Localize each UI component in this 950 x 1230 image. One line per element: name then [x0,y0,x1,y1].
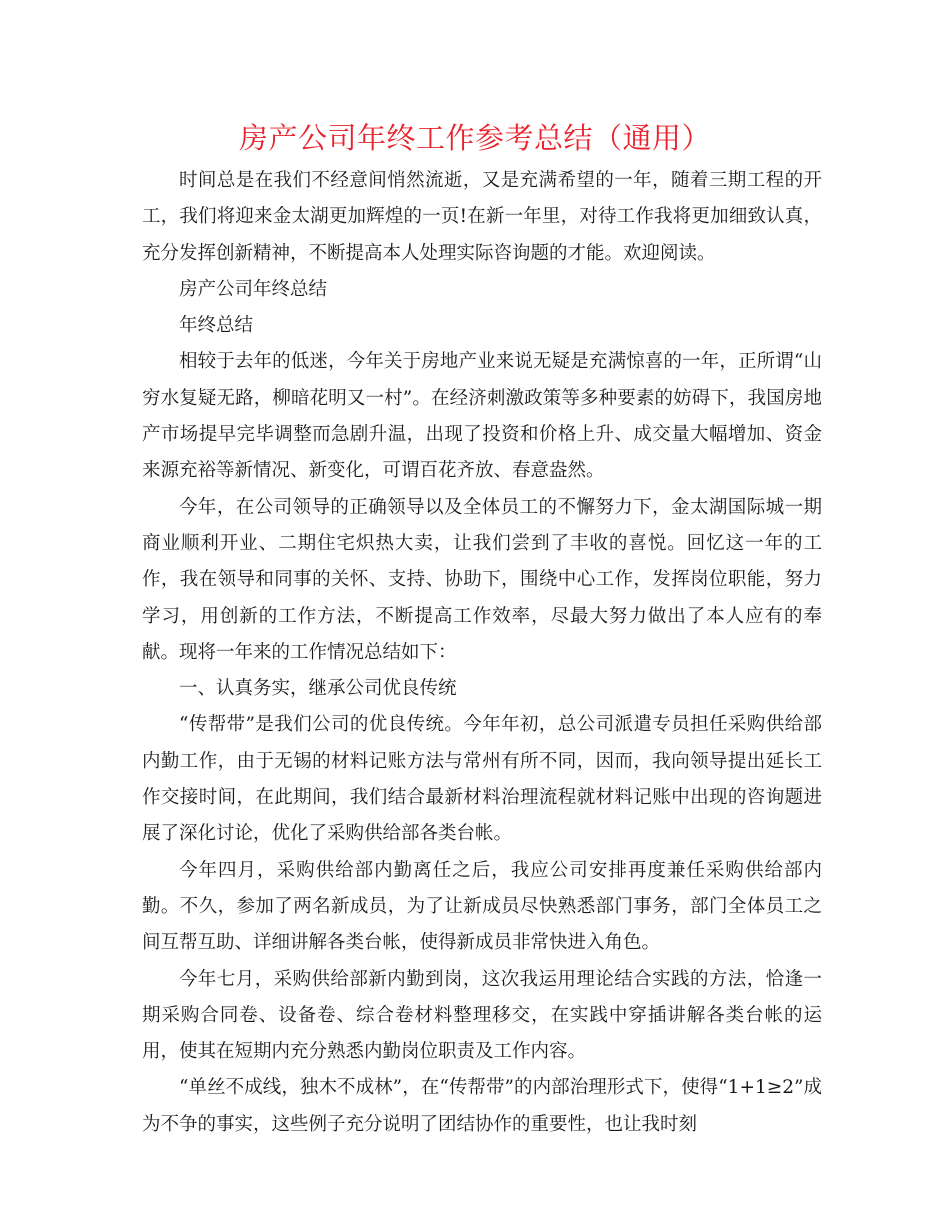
paragraph-heading-company-summary: 房产公司年终总结 [179,278,328,300]
paragraph-july: 今年七月，采购供给部新内勤到岗，这次我运用理论结合实践的方法，恰逢一期采购合同卷、设备卷、综合卷材料整理移交，在实践中穿插讲解各类台帐的运用，使其在短期内充分熟悉内勤岗位职责及工作内容。 [142,968,822,1063]
paragraph-april: 今年四月，采购供给部内勤离任之后，我应公司安排再度兼任采购供给部内勤。不久，参加了两名新成员，为了让新成员尽快熟悉部门事务，部门全体员工之间互帮互助、详细讲解各类台帐，使得新成员非常快进入角色。 [142,859,822,954]
document-title: 房产公司年终工作参考总结（通用） [238,121,711,155]
paragraph-section-one-heading: 一、认真务实，继承公司优良传统 [179,678,457,700]
paragraph-mentoring-tradition: “传帮带”是我们公司的优良传统。今年年初，总公司派遣专员担任采购供给部内勤工作，由于无锡的材料记账方法与常州有所不同，因而，我向领导提出延长工作交接时间，在此期间，我们结合最新材料治理流程就材料记账中出现的咨询题进展了深化讨论，优化了采购供给部各类台帐。 [142,714,822,845]
paragraph-market-overview: 相较于去年的低迷，今年关于房地产业来说无疑是充满惊喜的一年，正所谓“山穷水复疑无路，柳暗花明又一村”。在经济刺激政策等多种要素的妨碍下，我国房地产市场提早完毕调整而急剧升温，出现了投资和价格上升、成交量大幅增加、资金来源充裕等新情况、新变化，可谓百花齐放、春意盎然。 [142,351,822,482]
paragraph-year-review: 今年，在公司领导的正确领导以及全体员工的不懈努力下，金太湖国际城一期商业顺利开业、二期住宅炽热大卖，让我们尝到了丰收的喜悦。回忆这一年的工作，我在领导和同事的关怀、支持、协助下，围绕中心工作，发挥岗位职能，努力学习，用创新的工作方法，不断提高工作效率，尽最大努力做出了本人应有的奉献。现将一年来的工作情况总结如下： [142,496,822,663]
paragraph-teamwork: “单丝不成线，独木不成林”，在“传帮带”的内部治理形式下，使得“1+1≥2”成为不争的事实，这些例子充分说明了团结协作的重要性，也让我时刻 [142,1077,822,1135]
document-body [142,163,822,1143]
paragraph-intro: 时间总是在我们不经意间悄然流逝，又是充满希望的一年，随着三期工程的开工，我们将迎来金太湖更加辉煌的一页!在新一年里，对待工作我将更加细致认真，充分发挥创新精神，不断提高本人处理实际咨询题的才能。欢迎阅读。 [142,170,822,264]
paragraph-heading-annual-summary: 年终总结 [179,315,254,337]
